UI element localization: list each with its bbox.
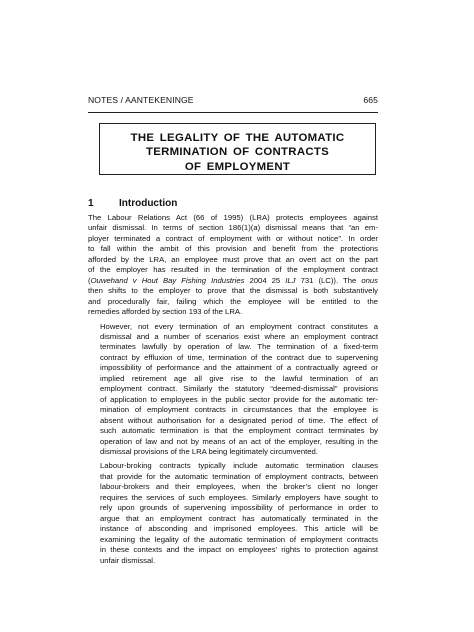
header-section-title: NOTES / AANTEKENINGE — [88, 95, 194, 105]
body-line: such automatic termination is that the employment contract terminates by — [100, 426, 378, 436]
body-line: then shifts to the employer to prove that the dismissal is both substantively — [88, 286, 378, 296]
body-line: However, not every termination of an employment contract constitutes a — [100, 321, 378, 331]
body-line: to fall within the ambit of this provision and benefit from the protections — [88, 244, 378, 254]
body-line: contract by effluxion of time, termination of the contract due to supervening — [100, 352, 378, 362]
body-line: dismissal provisions of the LRA being legitimately circumvented. — [100, 446, 318, 456]
section-number: 1 — [88, 198, 94, 209]
body-line: terminates lawfully by operation of law. The termination of a fixed-term — [100, 342, 378, 352]
body-line: examining the legality of the automatic termination of employment contracts — [100, 534, 378, 544]
body-line: remedies afforded by section 193 of the LRA. — [88, 307, 243, 317]
body-paragraph — [88, 461, 378, 566]
body-paragraph — [88, 322, 378, 458]
body-line: implied retirement age all give rise to the lawful termination of an — [100, 373, 378, 383]
body-line: dismissal and a number of scenarios exist where an employment contract — [100, 331, 378, 341]
body-line: requires the services of such employees. Similarly employers have sought to — [100, 492, 378, 502]
body-line: ployer terminated a contract of employment with or without notice”. In order — [88, 233, 378, 243]
body-line: that provide for the automatic termination of employment contracts, between — [100, 471, 378, 481]
body-line: mination of employment contracts in circumstances that the employee is — [100, 405, 378, 415]
body-line: employment contract. Similarly the statutory “deemed-dismissal” provisions — [100, 384, 378, 394]
body-line: Labour-broking contracts typically include automatic termination clauses — [100, 461, 378, 471]
section-title: Introduction — [119, 198, 178, 209]
body-line: The Labour Relations Act (66 of 1995) (LRA) protects employees against — [88, 213, 378, 222]
body-line: and procedurally fair, failing which the employee will be entitled to the — [88, 296, 378, 306]
body-line: impossibility of performance and the attainment of a contractually agreed or — [100, 363, 378, 373]
article-title-line-1: THE LEGALITY OF THE AUTOMATIC — [130, 132, 345, 144]
body-line: rely upon grounds of supervening impossibility of performance in order to — [100, 503, 378, 513]
body-line: of the employer has resulted in the termination of the employment contract — [88, 265, 378, 275]
body-line: in these contexts and the impact on employees’ rights to protection against — [100, 545, 378, 555]
body-line: argue that an employment contract has automatically terminated in the — [100, 513, 378, 523]
body-line: (Ouwehand v Hout Bay Fishing Industries 2004 25 ILJ 731 (LC)). The onus — [88, 275, 378, 285]
body-line: instance of absconding and imprisoned employees. This article will be — [100, 524, 378, 534]
header-rule — [88, 112, 378, 113]
article-body — [88, 213, 378, 570]
body-line: labour-brokers and their employees, when the broker’s client no longer — [100, 482, 378, 492]
body-line: operation of law and not by means of an act of the employer, resulting in the — [100, 436, 378, 446]
running-header — [88, 93, 378, 107]
body-line: absent without authorisation for a designated period of time. The effect of — [100, 415, 378, 425]
section-heading — [88, 198, 177, 209]
article-title-box — [99, 123, 376, 175]
page-number: 665 — [363, 95, 378, 105]
body-line: afforded by the LRA, an employee must prove that an overt act on the part — [88, 254, 378, 264]
body-line: unfair dismissal. — [100, 555, 156, 565]
body-line: unfair dismissal. In terms of section 186(1)(a) dismissal means that “an em- — [88, 223, 378, 233]
body-line: of application to employees in the public sector provide for the automatic ter- — [100, 394, 378, 404]
article-title-line-2: TERMINATION OF CONTRACTS — [145, 146, 330, 159]
body-paragraph — [88, 213, 378, 318]
article-title-line-3: OF EMPLOYMENT — [184, 160, 291, 173]
